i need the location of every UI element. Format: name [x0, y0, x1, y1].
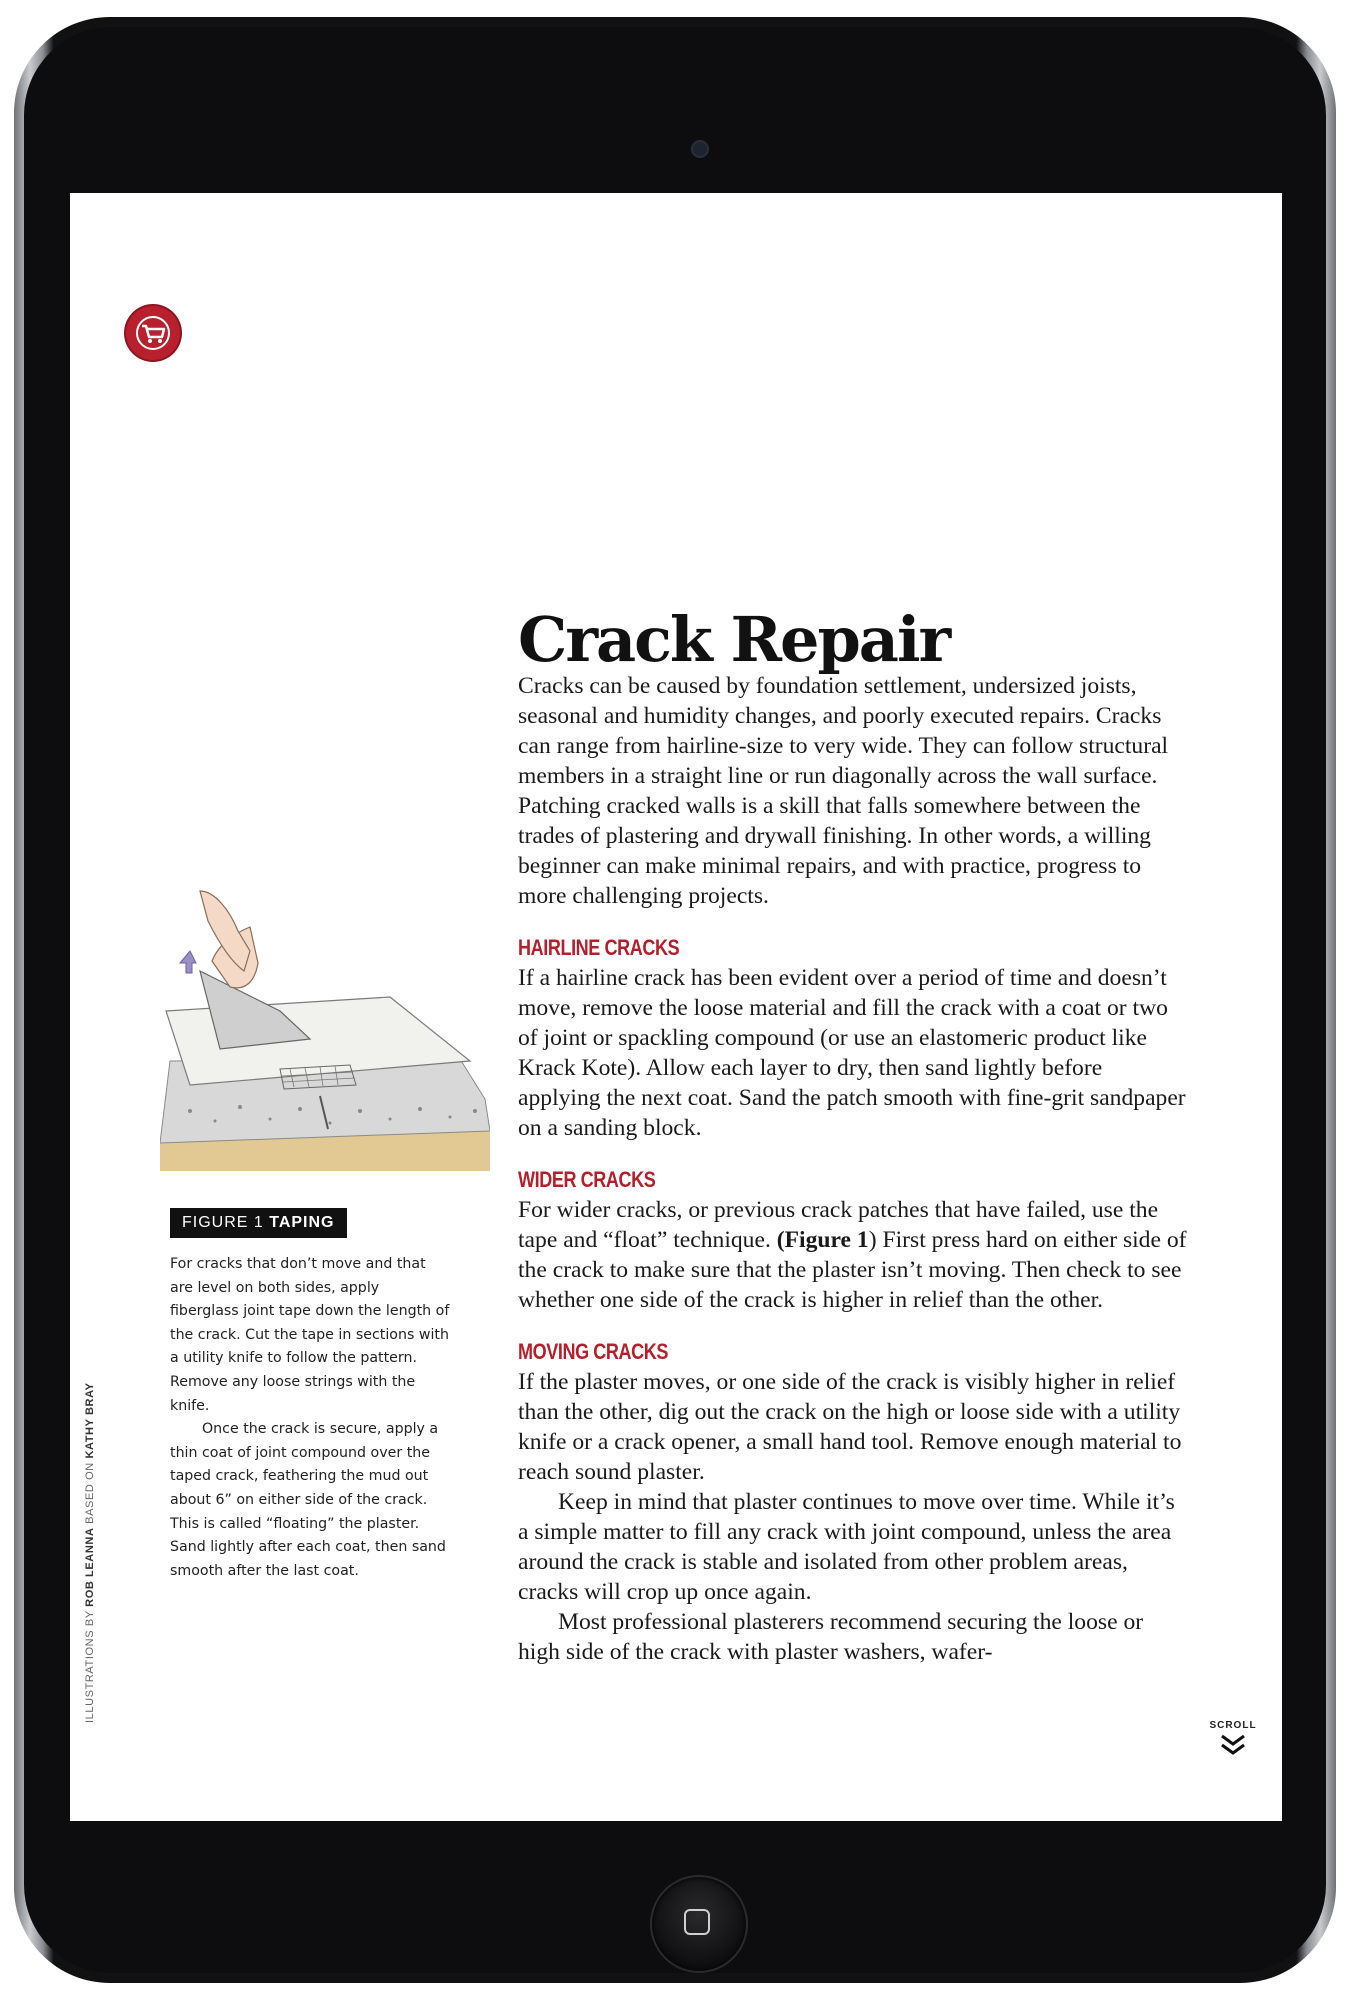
article-body — [518, 671, 1190, 1667]
shopping-cart-button[interactable] — [126, 306, 180, 360]
figure-reference-link[interactable]: (Figure 1 — [776, 1227, 869, 1253]
double-chevron-down-icon — [1219, 1733, 1247, 1757]
magazine-page — [70, 193, 1282, 1821]
section-heading-hairline: HAIRLINE CRACKS — [518, 935, 680, 960]
section-heading-moving: MOVING CRACKS — [518, 1339, 669, 1364]
home-square-icon — [684, 1909, 710, 1935]
credit-illustrator: ROB LEANNA — [84, 1527, 96, 1607]
illustration-credit — [84, 1382, 96, 1723]
wider-text-after: ) First press hard on either side of the crack to make sure that the plaster isn’t moving. Then check to see whether one side of the crack is higher in relief than the other. — [518, 1227, 1187, 1313]
figure-label — [170, 1208, 347, 1238]
caption-paragraph: Once the crack is secure, apply a thin coat of joint compound over the taped crack, feathering the mud out about 6” on either side of the crack. This is called “floating” the plaster. Sand lightly after each coat, then sand smooth after the last coat. — [170, 1421, 446, 1579]
credit-middle: BASED ON — [84, 1458, 96, 1528]
taping-illustration — [160, 871, 490, 1171]
figure-label-title: TAPING — [269, 1214, 335, 1231]
shopping-cart-icon — [136, 316, 170, 350]
credit-source: KATHY BRAY — [84, 1382, 96, 1459]
intro-paragraph: Cracks can be caused by foundation settlement, undersized joists, seasonal and humidity changes, and poorly executed repairs. Cracks can range from hairline-size to very wide. They can follow structural members in a straight line or run diagonally across the wall surface. Patching cracked walls is a skill that falls somewhere between the trades of plastering and drywall finishing. In other words, a willing beginner can make minimal repairs, and with practice, progress to more challenging projects. — [518, 673, 1169, 909]
scroll-button[interactable] — [1208, 1720, 1258, 1757]
wider-text-before: For wider cracks, or previous crack patches that have failed, use the tape and “float” technique. — [518, 1197, 1159, 1253]
credit-prefix: ILLUSTRATIONS BY — [84, 1606, 96, 1723]
caption-paragraph: For cracks that don’t move and that are level on both sides, apply fiberglass joint tape down the length of the crack. Cut the tape in sections with a utility knife to follow the pattern. Remove any loose strings with the knife. — [170, 1256, 450, 1414]
figure-label-number: FIGURE 1 — [182, 1214, 270, 1231]
moving-paragraph: Keep in mind that plaster continues to move over time. While it’s a simple matter to fill any crack with joint compound, unless the area around the crack is stable and isolated from other problem areas, cracks will crop up once again. — [518, 1489, 1175, 1605]
scroll-label: SCROLL — [1209, 1720, 1257, 1731]
moving-paragraph: Most professional plasterers recommend securing the loose or high side of the crack with plaster washers, wafer- — [518, 1609, 1144, 1665]
moving-paragraph: If the plaster moves, or one side of the crack is visibly higher in relief than the other, dig out the crack on the high or loose side with a utility knife or a crack opener, a small hand tool. Remove enough material to reach sound plaster. — [518, 1369, 1182, 1485]
figure-caption — [170, 1253, 450, 1583]
article-title: Crack Repair — [518, 603, 950, 676]
wider-paragraph — [518, 1195, 1190, 1315]
home-button[interactable] — [650, 1875, 748, 1973]
front-camera — [691, 140, 709, 158]
hairline-paragraph: If a hairline crack has been evident over a period of time and doesn’t move, remove the loose material and fill the crack with a coat or two of joint or spackling compound (or use an elastomeric product like Krack Kote). Allow each layer to dry, then sand lightly before applying the next coat. Sand the patch smooth with fine-grit sandpaper on a sanding block. — [518, 965, 1186, 1141]
section-heading-wider: WIDER CRACKS — [518, 1167, 656, 1192]
